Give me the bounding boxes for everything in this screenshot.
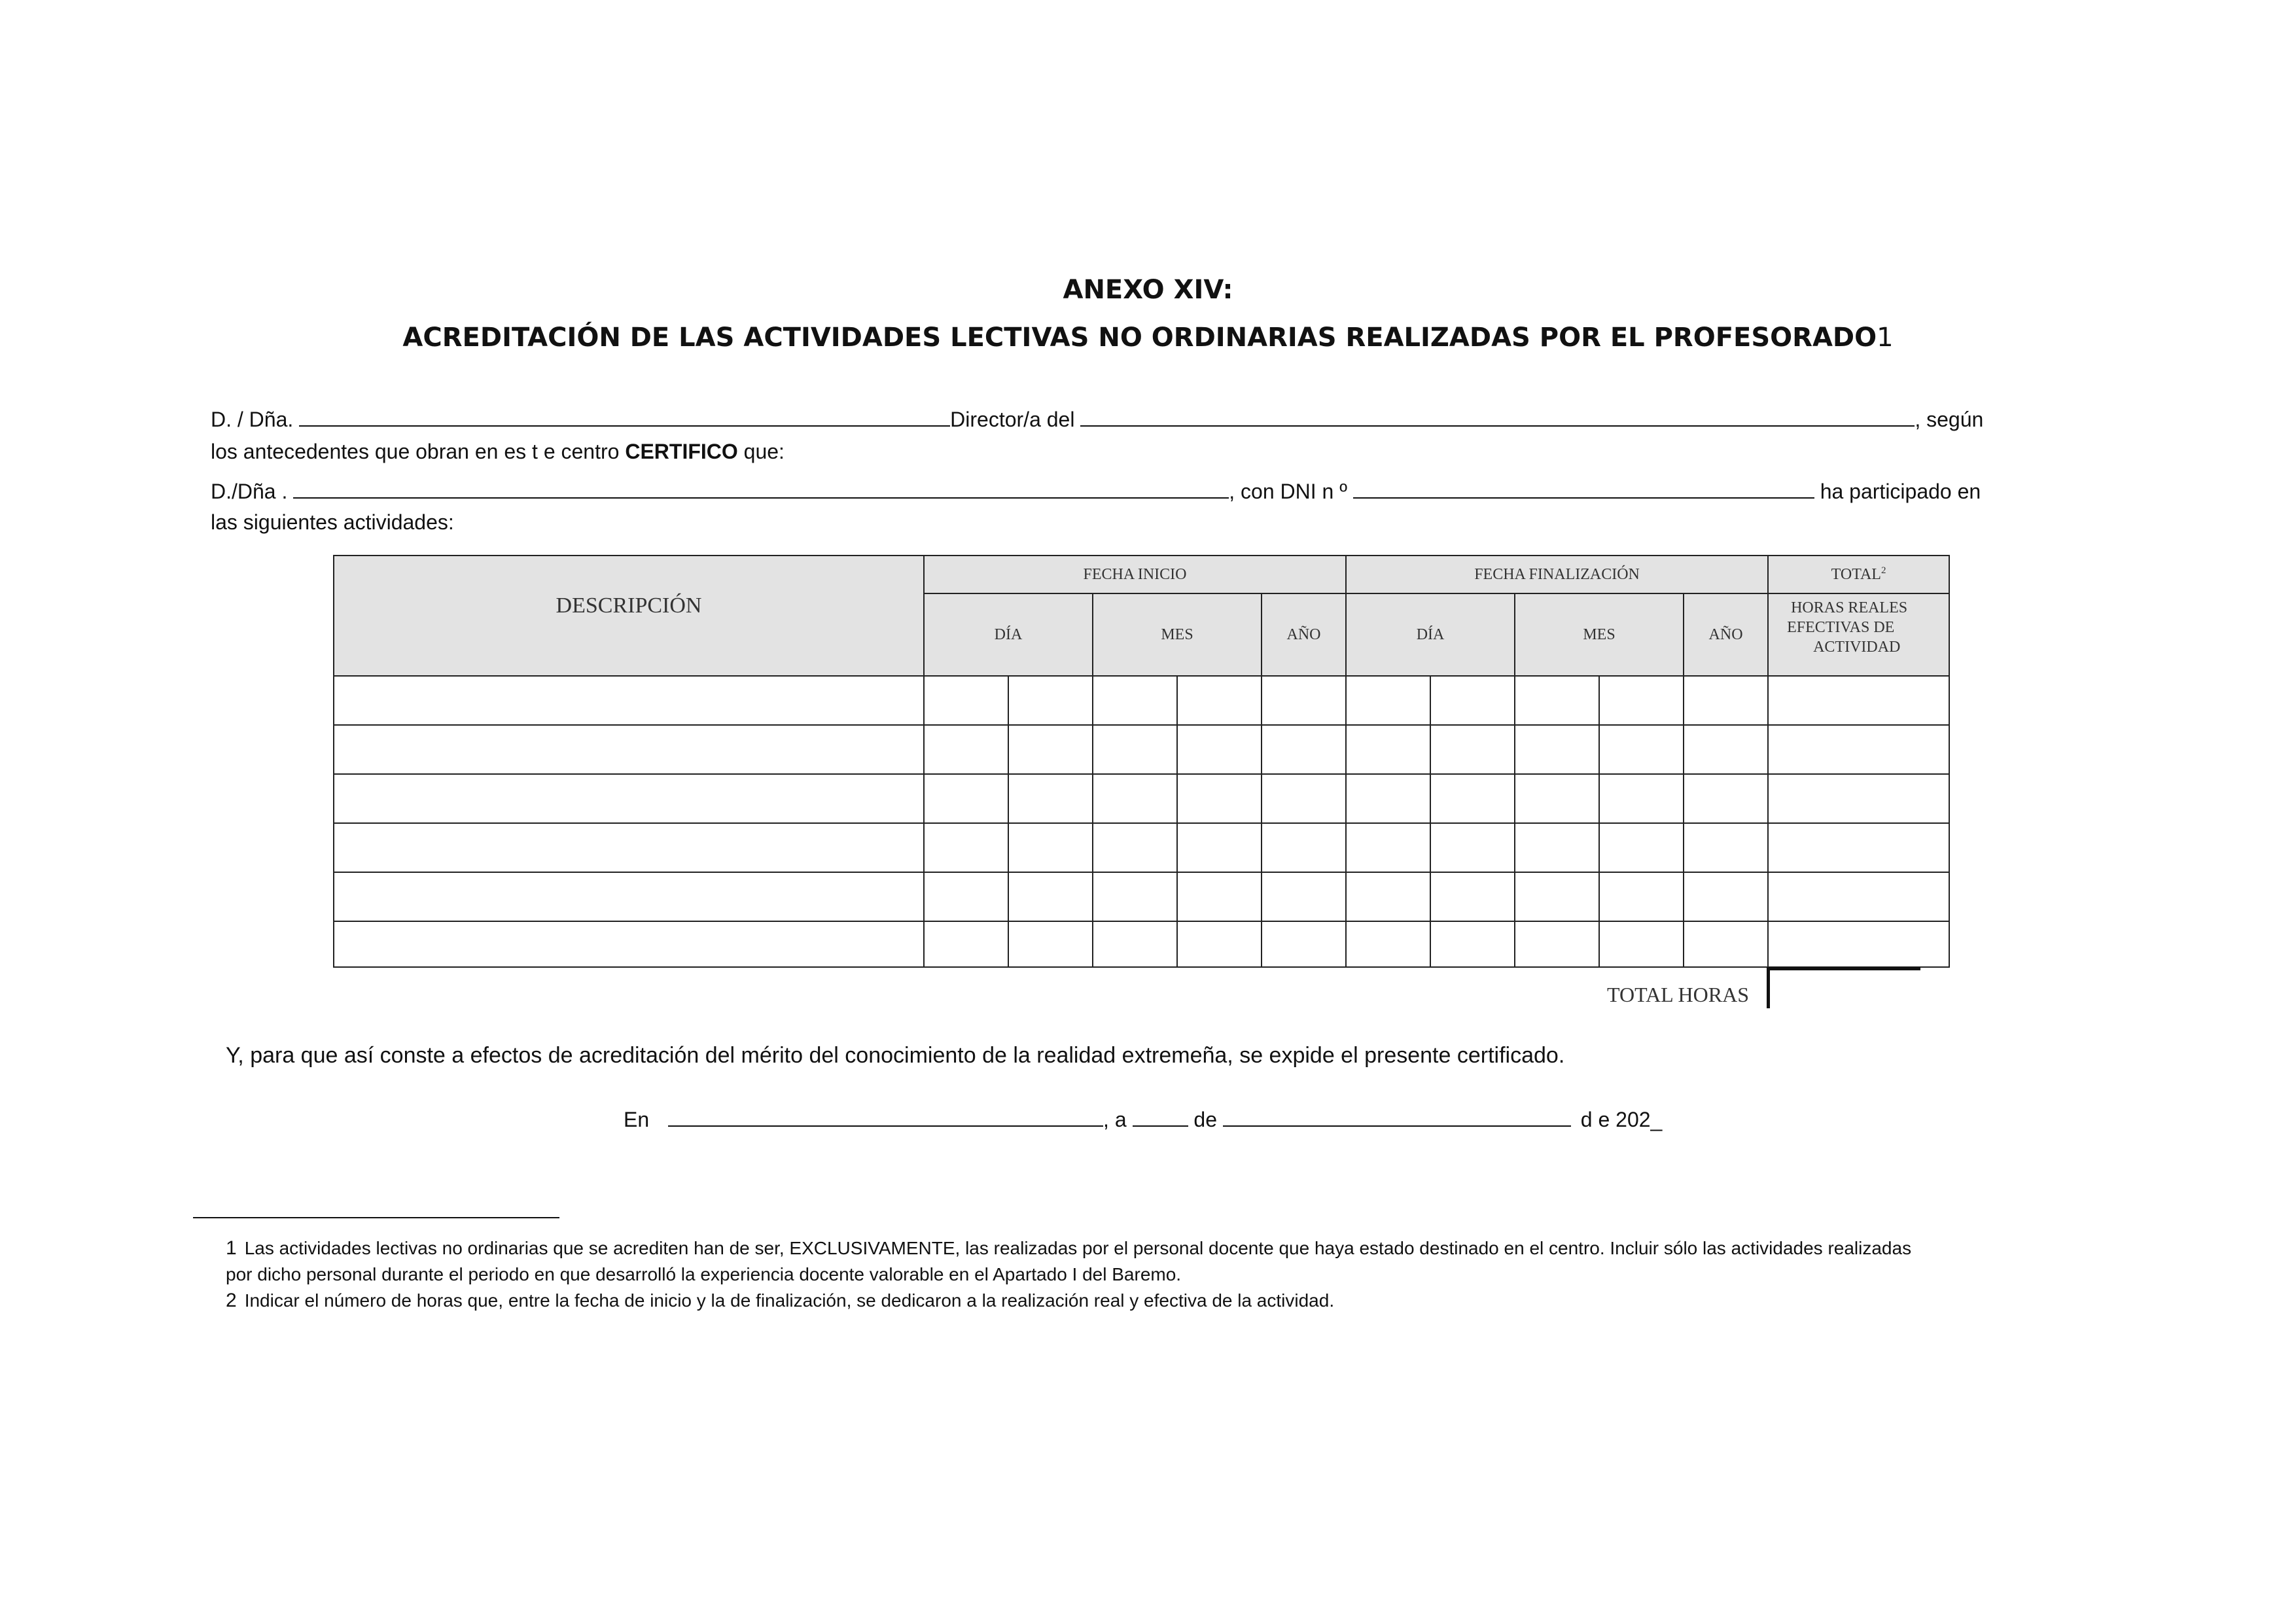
cell[interactable] [1262,676,1346,725]
label-en: En [624,1108,650,1131]
label-antecedentes: los antecedentes que obran en es t e centro [211,440,620,463]
footnote-2-number: 2 [226,1290,237,1311]
horas-line-3: ACTIVIDAD [1813,639,1901,656]
footnote-divider [193,1217,559,1218]
cell-horas[interactable] [1768,676,1949,725]
place-date-line [624,1106,1662,1132]
label-d-dna: D. / Dña. [211,408,294,431]
cell[interactable] [1008,774,1093,823]
cell-horas[interactable] [1768,774,1949,823]
cell[interactable] [1430,725,1515,774]
label-de-year: d e 202_ [1580,1108,1663,1131]
table-header-row-1 [334,556,1949,593]
header-fin-ano: AÑO [1684,593,1768,676]
cell[interactable] [924,725,1008,774]
cell[interactable] [1430,676,1515,725]
table-row [334,872,1949,921]
horas-line-2: EFECTIVAS DE [1787,619,1895,636]
cell[interactable] [1515,676,1599,725]
footnote-2-line-1: Indicar el número de horas que, entre la fecha de inicio y la de finalización, se dedicaron a la realización real y efectiva de la actividad. [244,1290,1335,1311]
place-field[interactable] [668,1106,1103,1127]
cell[interactable] [1008,676,1093,725]
cell[interactable] [1599,725,1684,774]
cell-horas[interactable] [1768,921,1949,967]
cell[interactable] [1262,823,1346,872]
header-inicio-ano: AÑO [1262,593,1346,676]
cell-descripcion[interactable] [334,921,924,967]
cell[interactable] [1684,725,1768,774]
cell-descripcion[interactable] [334,725,924,774]
cell[interactable] [1008,725,1093,774]
cell[interactable] [1515,921,1599,967]
cell[interactable] [1346,921,1430,967]
cell[interactable] [1599,676,1684,725]
cell[interactable] [1008,921,1093,967]
cell[interactable] [1346,676,1430,725]
cell[interactable] [1346,774,1430,823]
label-con-dni: , con DNI n º [1229,480,1347,503]
cell-descripcion[interactable] [334,823,924,872]
header-fin-mes: MES [1515,593,1684,676]
cell[interactable] [1177,872,1262,921]
cell[interactable] [1599,872,1684,921]
cell[interactable] [1684,823,1768,872]
label-certifico: CERTIFICO [625,440,738,463]
month-field[interactable] [1223,1106,1571,1127]
cell[interactable] [1008,823,1093,872]
header-inicio-mes: MES [1093,593,1262,676]
footnote-1 [226,1235,1911,1288]
cell[interactable] [1262,872,1346,921]
cell[interactable] [1430,823,1515,872]
cell[interactable] [924,872,1008,921]
document-title [0,323,2296,353]
form-line-participant [211,478,1981,504]
cell[interactable] [924,823,1008,872]
label-de: de [1193,1108,1217,1131]
footnote-2 [226,1288,1334,1314]
table-row [334,725,1949,774]
cell-descripcion[interactable] [334,872,924,921]
cell[interactable] [1515,823,1599,872]
label-segun: , según [1915,408,1984,431]
cell[interactable] [1177,921,1262,967]
label-que: que: [743,440,785,463]
horas-line-1: HORAS REALES [1791,599,1908,616]
document-title-text: ACREDITACIÓN DE LAS ACTIVIDADES LECTIVAS NO ORDINARIAS REALIZADAS POR EL PROFESORADO [402,323,1877,353]
footnote-1-line-1: Las actividades lectivas no ordinarias que se acrediten han de ser, EXCLUSIVAMENTE, las realizadas por el personal docente que haya estado destinado en el centro. Incluir sólo las actividades realizadas [244,1238,1912,1258]
cell[interactable] [1599,774,1684,823]
cell-descripcion[interactable] [334,774,924,823]
cell[interactable] [1515,774,1599,823]
header-total-text: TOTAL [1831,566,1881,583]
table-row [334,676,1949,725]
cell[interactable] [1599,823,1684,872]
cell[interactable] [1346,872,1430,921]
label-siguientes: las siguientes actividades: [211,510,454,534]
cell[interactable] [924,774,1008,823]
header-inicio-dia: DÍA [924,593,1093,676]
title-footnote-mark: 1 [1877,323,1894,353]
cell[interactable] [1430,774,1515,823]
form-line-antecedentes [211,440,785,464]
cell[interactable] [1684,774,1768,823]
cell[interactable] [1346,725,1430,774]
table-row [334,823,1949,872]
header-fecha-finalizacion: FECHA FINALIZACIÓN [1346,556,1768,593]
cell[interactable] [1430,921,1515,967]
cell[interactable] [924,676,1008,725]
total-horas-box[interactable] [1767,967,1920,1008]
label-a: , a [1103,1108,1127,1131]
cell[interactable] [1008,872,1093,921]
footnote-1-number: 1 [226,1237,237,1259]
footnote-1-line-2: por dicho personal durante el periodo en que desarrolló la experiencia docente valorable en el Apartado I del Baremo. [226,1264,1182,1284]
label-director-del: Director/a del [950,408,1075,431]
participant-name-field[interactable] [293,478,1229,499]
header-horas [1768,593,1949,676]
cell[interactable] [1684,676,1768,725]
form-line-director [211,406,1983,432]
cell[interactable] [1262,921,1346,967]
cell[interactable] [1515,725,1599,774]
cell[interactable] [1177,725,1262,774]
label-d-dna-2: D./Dña . [211,480,288,503]
cell[interactable] [1515,872,1599,921]
cell-horas[interactable] [1768,823,1949,872]
cell[interactable] [1093,676,1177,725]
cell[interactable] [924,921,1008,967]
cell[interactable] [1177,774,1262,823]
cell[interactable] [1599,921,1684,967]
table-row [334,774,1949,823]
total-horas-label: TOTAL HORAS [1607,983,1749,1006]
cell[interactable] [1262,774,1346,823]
annex-title: ANEXO XIV: [1063,275,1233,305]
cell[interactable] [1093,774,1177,823]
cell[interactable] [1093,921,1177,967]
cell[interactable] [1346,823,1430,872]
name-director-field[interactable] [299,406,950,427]
centro-field[interactable] [1080,406,1915,427]
label-ha-participado: ha participado en [1820,480,1981,503]
cell-horas[interactable] [1768,872,1949,921]
cell[interactable] [1093,823,1177,872]
header-total [1768,556,1949,593]
activities-table [333,555,1950,968]
cell[interactable] [1177,676,1262,725]
table-row [334,921,1949,967]
header-descripcion: DESCRIPCIÓN [334,556,924,676]
closing-statement: Y, para que así conste a efectos de acreditación del mérito del conocimiento de la realidad extremeña, se expide el presente certificado. [226,1043,1565,1068]
cell[interactable] [1430,872,1515,921]
header-fecha-inicio: FECHA INICIO [924,556,1346,593]
header-fin-dia: DÍA [1346,593,1515,676]
cell[interactable] [1684,872,1768,921]
cell[interactable] [1262,725,1346,774]
cell-horas[interactable] [1768,725,1949,774]
cell[interactable] [1093,872,1177,921]
cell[interactable] [1684,921,1768,967]
dni-field[interactable] [1353,478,1814,499]
total-footnote-mark: 2 [1881,565,1886,576]
day-field[interactable] [1133,1106,1188,1127]
cell-descripcion[interactable] [334,676,924,725]
cell[interactable] [1093,725,1177,774]
cell[interactable] [1177,823,1262,872]
